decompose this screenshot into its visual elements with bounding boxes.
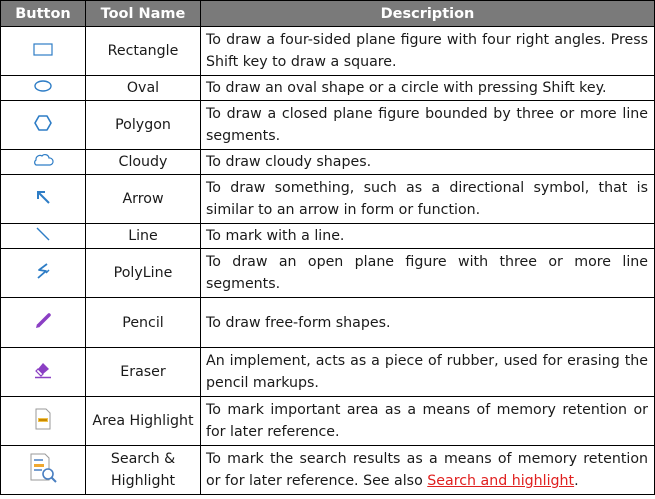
table-row: [1, 446, 655, 495]
tool-description: To mark important area as a means of memory retention or for later reference.: [201, 397, 655, 446]
polyline-icon: [34, 262, 52, 284]
cloudy-icon: [32, 152, 54, 172]
table-row: [1, 348, 655, 397]
header-tool-name: Tool Name: [86, 1, 201, 27]
search-and-highlight-link[interactable]: Search and highlight: [427, 473, 575, 489]
oval-icon: [32, 79, 54, 97]
tool-description: An implement, acts as a piece of rubber, used for erasing the pencil markups.: [201, 348, 655, 397]
description-text: To mark the search results as a means of memory retention or for later reference. See also: [206, 451, 648, 489]
tool-description: To draw a closed plane figure bounded by three or more line segments.: [201, 101, 655, 150]
tool-description: To draw cloudy shapes.: [201, 150, 655, 175]
polygon-icon: [33, 114, 53, 136]
tool-description: To draw an oval shape or a circle with pressing Shift key.: [201, 76, 655, 101]
eraser-icon: [33, 361, 53, 383]
area-highlight-icon: [34, 408, 52, 434]
table-row: [1, 249, 655, 298]
line-icon: [34, 226, 52, 246]
tool-name: Area Highlight: [86, 397, 201, 446]
tool-description: To draw something, such as a directional symbol, that is similar to an arrow in form or function.: [201, 175, 655, 224]
tool-name: Search & Highlight: [86, 446, 201, 495]
table-row: [1, 175, 655, 224]
table-row: [1, 101, 655, 150]
tool-name: PolyLine: [86, 249, 201, 298]
arrow-icon: [34, 188, 52, 210]
tool-description: [201, 446, 655, 495]
tool-description: To draw free-form shapes.: [201, 298, 655, 348]
pencil-icon: [34, 312, 52, 334]
tool-name: Rectangle: [86, 27, 201, 76]
table-row: [1, 298, 655, 348]
description-tail: .: [574, 473, 579, 489]
table-row: [1, 397, 655, 446]
table-row: [1, 27, 655, 76]
tool-name: Oval: [86, 76, 201, 101]
tool-name: Line: [86, 224, 201, 249]
tool-name: Pencil: [86, 298, 201, 348]
table-row: [1, 150, 655, 175]
table-row: [1, 76, 655, 101]
tool-name: Cloudy: [86, 150, 201, 175]
header-row: [1, 1, 655, 27]
tool-description: To mark with a line.: [201, 224, 655, 249]
tool-name: Eraser: [86, 348, 201, 397]
search-highlight-icon: [28, 452, 58, 488]
tool-name: Arrow: [86, 175, 201, 224]
tool-description: To draw a four-sided plane figure with four right angles. Press Shift key to draw a square.: [201, 27, 655, 76]
table-row: [1, 224, 655, 249]
header-button: Button: [1, 1, 86, 27]
header-description: Description: [201, 1, 655, 27]
rectangle-icon: [32, 41, 54, 61]
tool-description: To draw an open plane figure with three or more line segments.: [201, 249, 655, 298]
tool-name: Polygon: [86, 101, 201, 150]
